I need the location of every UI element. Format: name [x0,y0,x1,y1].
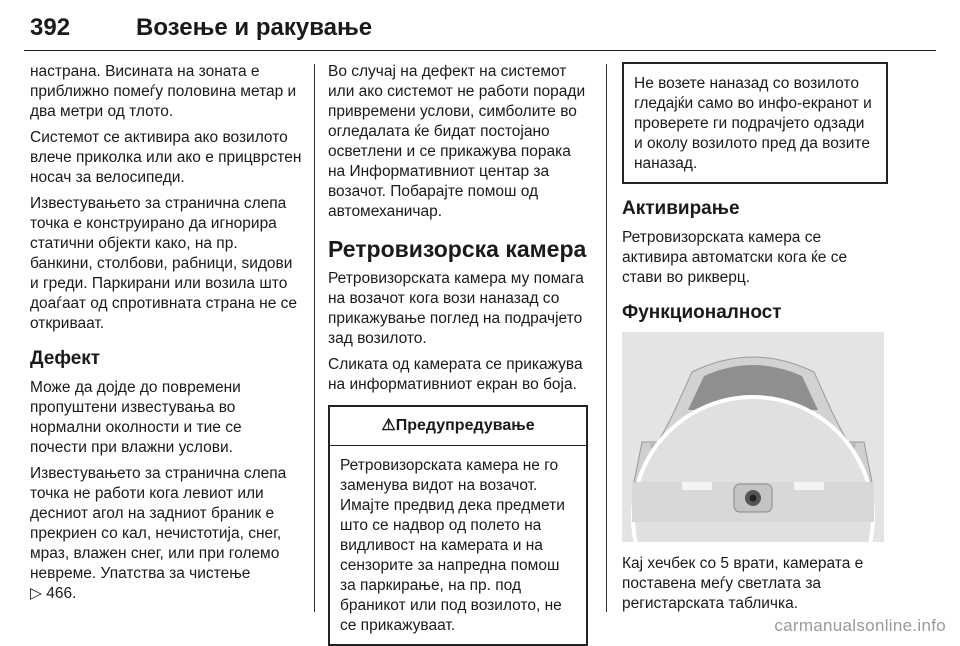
warning-text: Не возете наназад со возилото гледајќи само во инфо-екранот и проверете ги подрачјето одзади и околу возилото пред да возите наназад. [634,75,872,172]
page-reference-link[interactable] [30,585,76,602]
paragraph: Може да дојде до повремени пропуштени известувања во нормални околности и тие се почести при влажни услови. [30,379,242,456]
page-reference-number: 466. [41,585,77,602]
arrow-right-icon: ▷ [30,585,42,602]
car-rear-camera-icon [622,332,884,542]
paragraph: Ретровизорската камера се активира автоматски кога ќе се стави во рикверц. [622,229,848,286]
paragraph: Во случај на дефект на системот или ако системот не работи поради привремени услови, симболите во огледалата ќе бидат постојано осветлени и се прикажува порака на Информативниот центар за возачот. Побарајте помош од автомеханичар. [328,63,586,220]
warning-text: Ретровизорската камера не го заменува видот на возачот. Имајте предвид дека предмети што се надвор од полето на видливост на камерата и на сензорите за напредна помош за паркирање, на пр. под браникот или под возилото, не се прикажуваат. [340,457,565,634]
warning-icon: ⚠ [381,417,396,434]
warning-box [328,405,588,646]
paragraph: Кај хечбек со 5 врати, камерата е поставена меѓу светлата за регистарската табличка. [622,555,864,612]
warning-box-continued [622,62,888,184]
column-divider [606,64,607,612]
paragraph-text: Известувањето за странична слепа точка не работи кога левиот или десниот агол на задниот браник е прекриен со кал, нечистотија, снег, мраз, влажен снег, или при големо невреме. Упатства за чистење [30,465,287,582]
warning-body [330,446,586,644]
page-title: Возење и ракување [136,14,373,41]
column-right [622,62,890,620]
page-number: 392 [30,14,71,41]
column-divider [314,64,315,612]
section-heading-defect: Дефект [30,348,101,369]
paragraph [30,464,302,604]
column-middle [328,62,592,646]
warning-title-text: Предупредување [395,417,535,434]
section-heading-activation: Активирање [622,198,740,219]
page-header [24,4,936,51]
paragraph: Ретровизорската камера му помага на возачот кога вози наназад со прикажување поглед на подрачјето зад возилото. [328,270,584,347]
watermark: carmanualsonline.info [774,616,946,635]
paragraph: Системот се активира ако возилото влече приколка или ако е прицврстен носач за велосипеди. [30,129,302,186]
paragraph: Сликата од камерата се прикажува на информативниот екран во боја. [328,356,583,393]
section-heading-rearview-camera: Ретровизорска камера [328,236,587,262]
warning-title [330,407,586,446]
section-heading-functionality: Функционалност [622,302,782,323]
rear-camera-illustration [622,332,884,542]
column-left [30,62,302,610]
paragraph: настрана. Висината на зоната е приближно помеѓу половина метар и два метри од тлото. [30,63,297,120]
paragraph: Известувањето за странична слепа точка е конструирано да игнорира статични објекти како, на пр. банкини, столбови, рабници, ѕидови и греди. Паркирани или возила што доаѓаат од спротивната страна не се откриваат. [30,195,298,332]
